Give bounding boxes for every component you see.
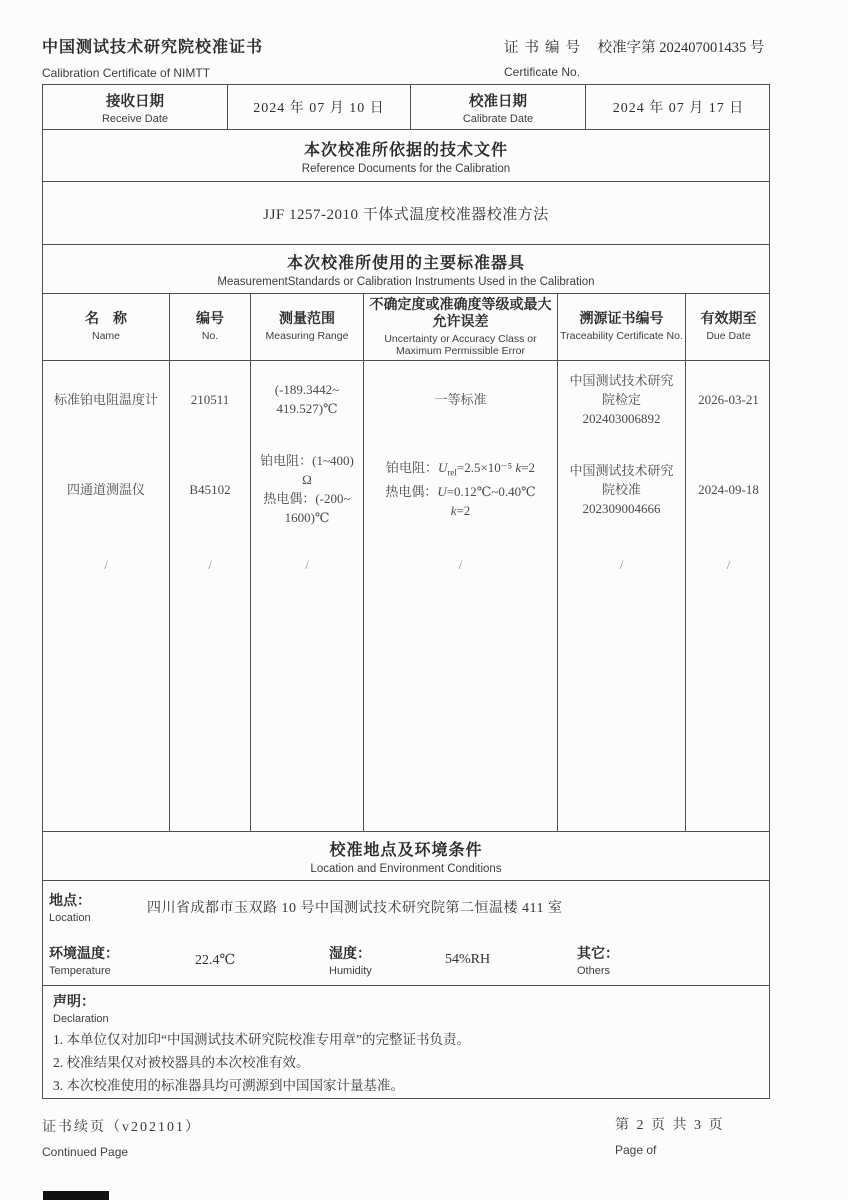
column-header-uncertainty-zh: 不确定度或准确度等级或最大允许误差 (369, 297, 552, 330)
standards-section-header (42, 244, 770, 294)
standards-table-header (42, 293, 770, 361)
column-header-no-zh: 编号 (196, 312, 224, 328)
row2-traceability-cell (558, 437, 685, 541)
row1-trace-line3: 202403006892 (582, 410, 661, 426)
row2-trace-line2: 院校准 (601, 481, 641, 497)
row3-name-cell (43, 541, 169, 831)
page-number-zh: 第 2 页 共 3 页 (615, 1118, 725, 1133)
certificate-number-line (504, 36, 806, 57)
declaration-item-1: 1. 本单位仅对加印“中国测试技术研究院校准专用章”的完整证书负责。 (53, 1032, 470, 1047)
standards-header-zh: 本次校准所使用的主要标准器具 (286, 255, 525, 272)
row2-range-line2: Ω (302, 472, 312, 487)
due-date-column (685, 361, 771, 831)
receive-date-label-zh: 接收日期 (106, 93, 164, 110)
row1-trace-line1: 中国测试技术研究 (569, 372, 674, 388)
certificate-number-block (504, 36, 806, 79)
humidity-label-en: Humidity (329, 965, 372, 977)
declaration-box (42, 985, 770, 1099)
row3-due-cell (686, 541, 771, 831)
calibrate-date-value: 2024 年 07 月 17 日 (612, 101, 745, 116)
row3-no-cell (170, 541, 250, 831)
row1-due: 2026-03-21 (698, 391, 759, 407)
standards-table-body (42, 360, 770, 832)
row2-due-cell (686, 437, 771, 541)
row1-name: 标准铂电阻温度计 (53, 391, 158, 407)
page-number-en: Page of (615, 1143, 657, 1157)
row1-no: 210511 (190, 391, 230, 407)
column-header-traceability (557, 294, 685, 360)
continued-page-en: Continued Page (42, 1145, 129, 1159)
declaration-item-2: 2. 校准结果仅对被校器具的本次校准有效。 (53, 1055, 310, 1070)
declaration-label-zh: 声明： (53, 995, 95, 1010)
row3-traceability-cell (558, 541, 685, 831)
column-header-due-date-en: Due Date (706, 330, 751, 343)
column-header-due-date (685, 294, 771, 360)
row3-range: / (305, 557, 309, 572)
column-header-range-zh: 测量范围 (279, 312, 335, 328)
row2-uncertainty-cell (364, 437, 557, 541)
receive-date-label-en: Receive Date (101, 112, 169, 125)
uncertainty-column (363, 361, 557, 831)
row2-no: B45102 (189, 481, 231, 497)
calibrate-date-label-zh: 校准日期 (469, 93, 527, 110)
row2-due: 2024-09-18 (698, 481, 759, 497)
row1-name-cell (43, 361, 169, 437)
page-title-en: Calibration Certificate of NIMTT (42, 66, 211, 80)
reference-header-zh: 本次校准所依据的技术文件 (303, 141, 508, 159)
reference-header-en: Reference Documents for the Calibration (301, 162, 511, 175)
row3-name: / (104, 557, 108, 572)
column-header-name (43, 294, 169, 360)
column-header-traceability-zh: 溯源证书编号 (579, 312, 664, 328)
no-column (169, 361, 250, 831)
location-environment-box (42, 880, 770, 986)
others-label-zh: 其它： (577, 947, 619, 962)
row2-trace-line1: 中国测试技术研究 (569, 462, 674, 478)
others-label (577, 943, 697, 977)
certificate-number-label-en: Certificate No. (504, 65, 581, 79)
row2-range-cell (251, 437, 363, 541)
name-column (43, 361, 169, 831)
row3-range-cell (251, 541, 363, 831)
others-label-en: Others (577, 965, 611, 977)
temperature-label-en: Temperature (49, 965, 111, 977)
temperature-label (43, 943, 161, 977)
row3-accuracy-cell (364, 541, 557, 831)
humidity-value: 54%RH (445, 952, 491, 967)
location-label-zh: 地点： (49, 894, 91, 909)
calibrate-date-value-cell (585, 85, 771, 129)
row3-trace: / (619, 557, 624, 572)
declaration-list (53, 1028, 759, 1097)
location-label (43, 890, 147, 924)
footer-left (42, 1116, 201, 1159)
location-label-en: Location (49, 912, 91, 924)
receive-date-label-cell (43, 85, 227, 129)
row2-range-line4: 1600)℃ (284, 510, 330, 525)
row1-trace-line2: 院检定 (601, 391, 641, 407)
column-header-no-en: No. (201, 330, 219, 343)
column-header-due-date-zh: 有效期至 (700, 312, 757, 328)
column-header-range-en: Measuring Range (265, 330, 349, 343)
certificate-body (42, 85, 770, 1099)
row2-no-cell (170, 437, 250, 541)
row2-trace-line3: 202309004666 (582, 500, 661, 516)
row2-range-line3: 热电偶：(-200~ (263, 491, 351, 506)
row1-accuracy: 一等标准 (434, 391, 487, 407)
certificate-number-value: 校准字第 202407001435 号 (597, 40, 765, 56)
reference-document-text: JJF 1257-2010 干体式温度校准器校准方法 (263, 206, 549, 223)
column-header-name-en: Name (91, 330, 120, 343)
row3-accuracy: / (458, 557, 463, 572)
scan-corner-mark (43, 1191, 109, 1200)
location-header-zh: 校准地点及环境条件 (329, 842, 483, 859)
row3-no: / (208, 557, 212, 572)
row2-uncertainty-line1: 铂电阻：$U_{rel}=2.5\times 10^{-5}$ k=2 (385, 459, 536, 478)
row1-traceability-cell (558, 361, 685, 437)
row1-due-cell (686, 361, 771, 437)
row1-no-cell (170, 361, 250, 437)
column-header-name-zh: 名 称 (85, 312, 127, 328)
standards-header-en: MeasurementStandards or Calibration Instruments Used in the Calibration (217, 276, 595, 288)
declaration-label-en: Declaration (53, 1013, 109, 1025)
column-header-uncertainty (363, 294, 557, 360)
column-header-traceability-en: Traceability Certificate No. (560, 330, 683, 343)
reference-section-header (42, 129, 770, 182)
receive-date-value: 2024 年 07 月 10 日 (253, 101, 385, 116)
row2-name-cell (43, 437, 169, 541)
column-header-range (250, 294, 363, 360)
column-header-uncertainty-en: Uncertainty or Accuracy Class or Maximum Permissible Error (384, 332, 537, 357)
range-column (250, 361, 363, 831)
location-section-header (42, 831, 770, 881)
footer-right (615, 1114, 725, 1157)
row1-accuracy-cell (364, 361, 557, 437)
row2-uncertainty-line2: 热电偶：U=0.12℃~0.40℃ (385, 484, 536, 500)
row2-name: 四通道测温仪 (66, 481, 145, 497)
calibrate-date-label-en: Calibrate Date (462, 112, 534, 125)
dates-table (42, 84, 770, 130)
row2-uncertainty-line3: k=2 (450, 503, 471, 519)
page-title-zh: 中国测试技术研究院校准证书 (42, 39, 264, 56)
row1-range-cell (251, 361, 363, 437)
environment-row (43, 933, 769, 987)
humidity-label-zh: 湿度： (329, 947, 371, 962)
declaration-item-3: 3. 本次校准使用的标准器具均可溯源到中国国家计量基准。 (53, 1078, 404, 1093)
receive-date-value-cell (227, 85, 410, 129)
reference-document-row (42, 181, 770, 245)
continued-page-zh: 证书续页（v202101） (42, 1120, 201, 1135)
location-row (43, 881, 769, 933)
temperature-label-zh: 环境温度： (49, 947, 119, 962)
certificate-number-label-zh: 证书编号 (504, 40, 586, 56)
location-header-en: Location and Environment Conditions (310, 863, 502, 875)
document-header (42, 34, 806, 80)
row2-range-line1: 铂电阻：(1~400) (260, 453, 354, 468)
calibrate-date-label-cell (410, 85, 585, 129)
row3-due: / (726, 557, 731, 572)
humidity-label (329, 943, 405, 977)
row1-range-line1: (-189.3442~ (274, 382, 340, 397)
column-header-no (169, 294, 250, 360)
temperature-value: 22.4℃ (195, 952, 236, 968)
traceability-column (557, 361, 685, 831)
location-value: 四川省成都市玉双路 10 号中国测试技术研究院第二恒温楼 411 室 (147, 901, 563, 916)
row1-range-line2: 419.527)℃ (276, 401, 338, 416)
